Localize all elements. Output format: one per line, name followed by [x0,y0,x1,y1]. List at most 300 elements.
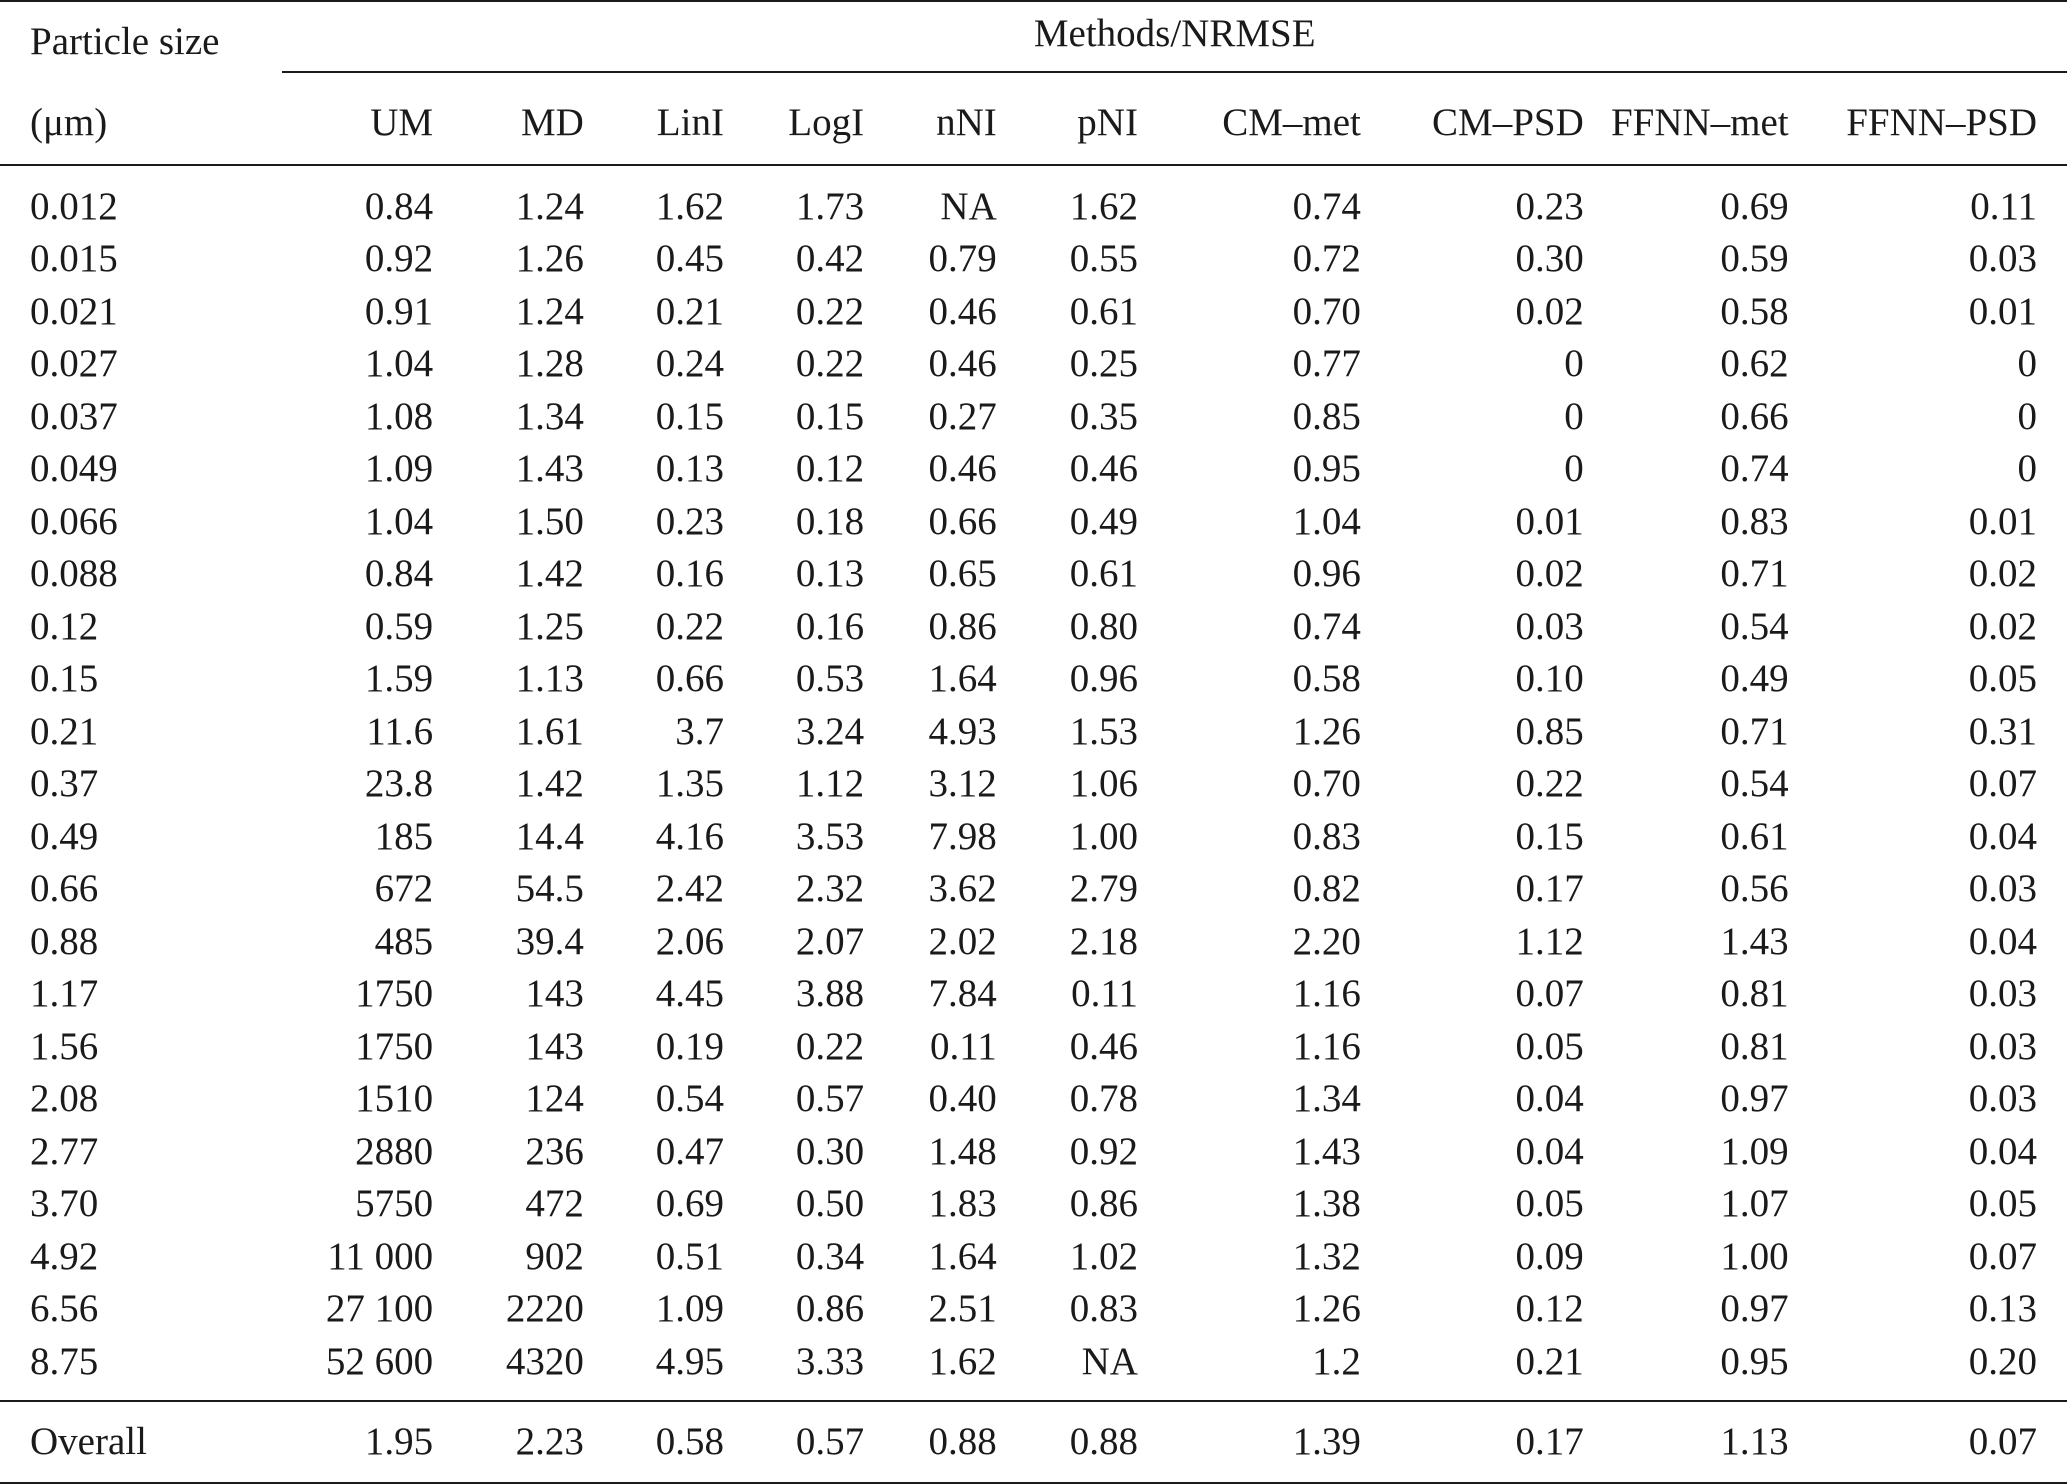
value-cell: 4320 [505,1339,584,1383]
value-cell: 11.6 [366,709,434,753]
overall-value-cell: 2.23 [433,1401,584,1483]
overall-value-cell: 0.58 [584,1401,724,1483]
value-cell: 0.05 [1968,657,2037,701]
table-body [0,165,2067,1401]
value-cell: 0.16 [795,604,865,648]
column-header: CM–met [1222,100,1361,144]
table-row [0,548,2067,601]
value-cell: 4.45 [655,972,724,1016]
value-cell: 0.79 [928,237,997,281]
value-cell: 0.31 [1968,709,2037,753]
value-cell: 0.02 [1515,552,1584,596]
value-cell: 0.58 [1292,657,1361,701]
table-row [0,443,2067,496]
value-cell: 1.24 [515,184,584,228]
value-cell: 1.04 [364,342,434,386]
value-cell: 0.74 [1720,447,1789,491]
value-cell: 0.04 [1968,1129,2037,1173]
value-cell: 3.33 [795,1339,865,1383]
table-row [0,390,2067,443]
value-cell: 2.06 [655,919,724,963]
value-cell: 2220 [505,1287,584,1331]
value-cell: 0.04 [1968,814,2037,858]
value-cell: 236 [525,1129,584,1173]
value-cell: 0.46 [928,289,997,333]
value-cell: 1.43 [1720,919,1789,963]
value-cell: 0.24 [655,342,724,386]
value-cell: 0.46 [1069,1024,1138,1068]
value-cell: 1750 [355,972,434,1016]
value-cell: 0.97 [1720,1077,1789,1121]
value-cell: 0.69 [1720,184,1789,228]
column-header: FFNN–met [1610,100,1789,144]
value-cell: 0.03 [1968,237,2037,281]
overall-value-cell: 1.39 [1138,1401,1361,1483]
value-cell: 472 [525,1182,584,1226]
value-cell: 1.62 [655,184,724,228]
value-cell: 0.61 [1069,289,1138,333]
value-cell: 1.34 [515,394,584,438]
value-cell: 0.12 [795,447,865,491]
value-cell: 0.40 [928,1077,997,1121]
particle-size-cell: 0.027 [30,342,118,386]
value-cell: 0.15 [795,394,865,438]
table-header [0,1,2067,165]
value-cell: 3.53 [795,814,865,858]
value-cell: 0.65 [928,552,997,596]
table-row [0,1283,2067,1336]
value-cell: 485 [374,919,434,963]
value-cell: 0.23 [1515,184,1584,228]
value-cell: 0.80 [1069,604,1138,648]
value-cell: 124 [525,1077,584,1121]
value-cell: 3.12 [928,762,997,806]
value-cell: 0.74 [1292,604,1361,648]
value-cell: 0.57 [795,1077,865,1121]
overall-label: Overall [0,1401,282,1483]
value-cell: 0.15 [1515,814,1584,858]
value-cell: 0.46 [1069,447,1138,491]
column-header: CM–PSD [1432,100,1584,144]
particle-size-cell: 0.12 [30,604,99,648]
value-cell: 4.93 [928,709,997,753]
value-cell: 0.83 [1292,814,1361,858]
value-cell: 3.7 [675,709,724,753]
particle-size-cell: 6.56 [30,1287,99,1331]
value-cell: 0.22 [1515,762,1584,806]
value-cell: 0.83 [1720,499,1789,543]
particle-size-cell: 0.66 [30,867,99,911]
table-row [0,165,2067,233]
value-cell: 0.13 [795,552,865,596]
value-cell: 0.46 [928,447,997,491]
value-cell: 1.42 [515,762,584,806]
value-cell: 0.82 [1292,867,1361,911]
value-cell: 0.01 [1515,499,1584,543]
value-cell: 0.30 [795,1129,865,1173]
value-cell: 0.04 [1968,919,2037,963]
value-cell: 0.02 [1968,604,2037,648]
value-cell: 0.04 [1515,1129,1584,1173]
value-cell: 1.28 [515,342,584,386]
value-cell: 1.12 [795,762,865,806]
value-cell: 0.21 [655,289,724,333]
particle-size-cell: 0.066 [30,499,118,543]
value-cell: 3.62 [928,867,997,911]
value-cell: 54.5 [515,867,584,911]
value-cell: 0.95 [1720,1339,1789,1383]
value-cell: 2.02 [928,919,997,963]
value-cell: 0.54 [1720,604,1789,648]
value-cell: 0.07 [1968,1234,2037,1278]
value-cell: 2.32 [795,867,865,911]
value-cell: 1.09 [655,1287,724,1331]
particle-size-cell: 0.015 [30,237,118,281]
value-cell: 0.30 [1515,237,1584,281]
table-row [0,653,2067,706]
value-cell: 11 000 [327,1234,434,1278]
value-cell: 0.66 [655,657,724,701]
value-cell: 0.15 [655,394,724,438]
value-cell: 1.26 [1292,1287,1361,1331]
particle-size-cell: 0.37 [30,762,99,806]
value-cell: 0.70 [1292,762,1361,806]
particle-size-cell: 0.021 [30,289,118,333]
value-cell: 1.64 [928,657,997,701]
header-unit: (μm) [30,100,108,144]
value-cell: 1.43 [515,447,584,491]
header-methods-group [282,1,2067,80]
value-cell: 0.86 [795,1287,865,1331]
particle-size-cell: 1.56 [30,1024,99,1068]
value-cell: 0.84 [364,184,434,228]
particle-size-cell: 2.08 [30,1077,99,1121]
table-row [0,810,2067,863]
value-cell: 0.97 [1720,1287,1789,1331]
value-cell: 0.91 [364,289,434,333]
particle-size-cell: 8.75 [30,1339,99,1383]
value-cell: 0.04 [1515,1077,1584,1121]
value-cell: 0 [1564,342,1584,386]
value-cell: 0.19 [655,1024,724,1068]
value-cell: 1.00 [1069,814,1138,858]
value-cell: 14.4 [515,814,584,858]
value-cell: 1510 [355,1077,434,1121]
value-cell: 0.74 [1292,184,1361,228]
value-cell: 0.66 [928,499,997,543]
value-cell: 143 [525,972,584,1016]
value-cell: 1.00 [1720,1234,1789,1278]
value-cell: 0.07 [1515,972,1584,1016]
value-cell: 0.85 [1515,709,1584,753]
particle-size-cell: 0.037 [30,394,118,438]
value-cell: 0.71 [1720,709,1789,753]
overall-row [0,1401,2067,1483]
table-row [0,1073,2067,1126]
value-cell: 0.11 [1970,184,2037,228]
table-row [0,1230,2067,1283]
table-row [0,705,2067,758]
value-cell: 0.10 [1515,657,1584,701]
particle-size-cell: 1.17 [30,972,99,1016]
value-cell: 3.88 [795,972,865,1016]
value-cell: 185 [374,814,434,858]
value-cell: 0.20 [1968,1339,2037,1383]
value-cell: 2.07 [795,919,865,963]
value-cell: 1.06 [1069,762,1138,806]
value-cell: 0.54 [655,1077,724,1121]
value-cell: 0.86 [928,604,997,648]
value-cell: 0.86 [1069,1182,1138,1226]
value-cell: 0.81 [1720,1024,1789,1068]
value-cell: 0.34 [795,1234,865,1278]
value-cell: 1.62 [928,1339,997,1383]
value-cell: 1.07 [1720,1182,1789,1226]
value-cell: 1.38 [1292,1182,1361,1226]
value-cell: 1.64 [928,1234,997,1278]
value-cell: 4.16 [655,814,724,858]
overall-value-cell: 0.88 [997,1401,1138,1483]
value-cell: 2880 [355,1129,434,1173]
table-row [0,1178,2067,1231]
value-cell: 0.51 [655,1234,724,1278]
overall-value-cell: 0.57 [724,1401,864,1483]
value-cell: 0.72 [1292,237,1361,281]
table-row [0,863,2067,916]
value-cell: NA [940,184,997,228]
value-cell: 0.78 [1069,1077,1138,1121]
value-cell: 0.13 [655,447,724,491]
value-cell: 0.55 [1069,237,1138,281]
value-cell: 0.22 [795,1024,865,1068]
value-cell: 0.81 [1720,972,1789,1016]
value-cell: 0.95 [1292,447,1361,491]
value-cell: 2.79 [1069,867,1138,911]
value-cell: 0.18 [795,499,865,543]
value-cell: 1.59 [364,657,434,701]
value-cell: 39.4 [515,919,584,963]
value-cell: 0.46 [928,342,997,386]
value-cell: 0.35 [1069,394,1138,438]
value-cell: 902 [525,1234,584,1278]
table-row [0,1335,2067,1401]
particle-size-cell: 0.049 [30,447,118,491]
column-header: nNI [936,100,997,144]
value-cell: 0.53 [795,657,865,701]
value-cell: 7.84 [928,972,997,1016]
overall-value-cell: 0.17 [1361,1401,1584,1483]
value-cell: 0.96 [1069,657,1138,701]
table-row [0,1125,2067,1178]
value-cell: 52 600 [325,1339,434,1383]
value-cell: 0.54 [1720,762,1789,806]
value-cell: 0.27 [928,394,997,438]
header-particle-size: Particle size [30,19,220,63]
value-cell: 0.03 [1968,972,2037,1016]
particle-size-cell: 0.15 [30,657,99,701]
value-cell: 0.12 [1515,1287,1584,1331]
particle-size-cell: 0.49 [30,814,99,858]
value-cell: 5750 [355,1182,434,1226]
value-cell: 0 [2017,394,2037,438]
table-row [0,968,2067,1021]
value-cell: 0.49 [1069,499,1138,543]
particle-size-cell: 3.70 [30,1182,99,1226]
value-cell: 0.70 [1292,289,1361,333]
value-cell: 0.66 [1720,394,1789,438]
value-cell: 1.53 [1069,709,1138,753]
value-cell: 3.24 [795,709,865,753]
overall-value-cell: 0.88 [864,1401,997,1483]
value-cell: 0.96 [1292,552,1361,596]
value-cell: 1.42 [515,552,584,596]
value-cell: 1.61 [515,709,584,753]
value-cell: 1.73 [795,184,865,228]
header-methods-group-label: Methods/NRMSE [282,10,2067,73]
table-row [0,758,2067,811]
overall-value-cell: 1.95 [282,1401,433,1483]
value-cell: 0.16 [655,552,724,596]
value-cell: 1.43 [1292,1129,1361,1173]
value-cell: 0.59 [1720,237,1789,281]
value-cell: 0.83 [1069,1287,1138,1331]
value-cell: 1.34 [1292,1077,1361,1121]
table-row [0,600,2067,653]
value-cell: 0.03 [1968,867,2037,911]
column-header: LogI [788,100,865,144]
value-cell: NA [1081,1339,1138,1383]
value-cell: 0.50 [795,1182,865,1226]
value-cell: 0.61 [1720,814,1789,858]
value-cell: 1.13 [515,657,584,701]
column-header: FFNN–PSD [1846,100,2037,144]
particle-size-cell: 0.21 [30,709,99,753]
value-cell: 0.49 [1720,657,1789,701]
value-cell: 0.84 [364,552,434,596]
value-cell: 0.03 [1515,604,1584,648]
column-header: MD [520,100,584,144]
value-cell: 1.26 [1292,709,1361,753]
value-cell: 0.61 [1069,552,1138,596]
value-cell: 1.02 [1069,1234,1138,1278]
value-cell: 143 [525,1024,584,1068]
value-cell: 2.51 [928,1287,997,1331]
value-cell: 2.20 [1292,919,1361,963]
value-cell: 0.07 [1968,762,2037,806]
value-cell: 1750 [355,1024,434,1068]
value-cell: 1.32 [1292,1234,1361,1278]
value-cell: 1.35 [655,762,724,806]
table-row [0,233,2067,286]
value-cell: 672 [374,867,434,911]
value-cell: 0.58 [1720,289,1789,333]
value-cell: 1.04 [1292,499,1361,543]
value-cell: 1.16 [1292,972,1361,1016]
value-cell: 0.71 [1720,552,1789,596]
particle-size-cell: 0.012 [30,184,118,228]
value-cell: 1.48 [928,1129,997,1173]
value-cell: 0.09 [1515,1234,1584,1278]
value-cell: 0.47 [655,1129,724,1173]
value-cell: 0.22 [795,289,865,333]
table-row [0,285,2067,338]
value-cell: 0.77 [1292,342,1361,386]
value-cell: 0.42 [795,237,865,281]
overall-value-cell: 0.07 [1789,1401,2067,1483]
particle-size-cell: 2.77 [30,1129,99,1173]
value-cell: 1.12 [1515,919,1584,963]
value-cell: 0.05 [1515,1024,1584,1068]
value-cell: 0.03 [1968,1024,2037,1068]
value-cell: 0.69 [655,1182,724,1226]
value-cell: 0.05 [1515,1182,1584,1226]
value-cell: 0.25 [1069,342,1138,386]
value-cell: 1.16 [1292,1024,1361,1068]
column-header-row [0,80,2067,165]
value-cell: 0.85 [1292,394,1361,438]
table-row [0,495,2067,548]
value-cell: 0.23 [655,499,724,543]
value-cell: 0 [1564,394,1584,438]
value-cell: 1.50 [515,499,584,543]
value-cell: 0.92 [364,237,434,281]
value-cell: 0.22 [655,604,724,648]
value-cell: 0.05 [1968,1182,2037,1226]
overall-value-cell: 1.13 [1584,1401,1789,1483]
column-header: UM [370,100,434,144]
value-cell: 0.03 [1968,1077,2037,1121]
value-cell: 1.25 [515,604,584,648]
value-cell: 0.13 [1968,1287,2037,1331]
value-cell: 2.18 [1069,919,1138,963]
particle-size-cell: 0.088 [30,552,118,596]
column-header: LinI [656,100,724,144]
value-cell: 0.62 [1720,342,1789,386]
value-cell: 0.02 [1515,289,1584,333]
value-cell: 0.17 [1515,867,1584,911]
value-cell: 1.83 [928,1182,997,1226]
column-header: pNI [1077,100,1138,144]
value-cell: 7.98 [928,814,997,858]
value-cell: 1.62 [1069,184,1138,228]
value-cell: 0.92 [1069,1129,1138,1173]
value-cell: 1.2 [1312,1339,1361,1383]
value-cell: 0.59 [364,604,434,648]
value-cell: 0.22 [795,342,865,386]
value-cell: 1.24 [515,289,584,333]
value-cell: 2.42 [655,867,724,911]
value-cell: 0.11 [929,1024,997,1068]
table-row [0,915,2067,968]
value-cell: 0 [2017,342,2037,386]
value-cell: 27 100 [325,1287,434,1331]
value-cell: 0.01 [1968,289,2037,333]
value-cell: 0.21 [1515,1339,1584,1383]
value-cell: 0.11 [1071,972,1138,1016]
value-cell: 1.09 [1720,1129,1789,1173]
value-cell: 0.01 [1968,499,2037,543]
particle-size-cell: 0.88 [30,919,99,963]
table-row [0,1020,2067,1073]
value-cell: 0.56 [1720,867,1789,911]
value-cell: 4.95 [655,1339,724,1383]
value-cell: 1.09 [364,447,434,491]
value-cell: 0.45 [655,237,724,281]
value-cell: 0.02 [1968,552,2037,596]
particle-size-cell: 4.92 [30,1234,99,1278]
value-cell: 1.26 [515,237,584,281]
value-cell: 0 [2017,447,2037,491]
